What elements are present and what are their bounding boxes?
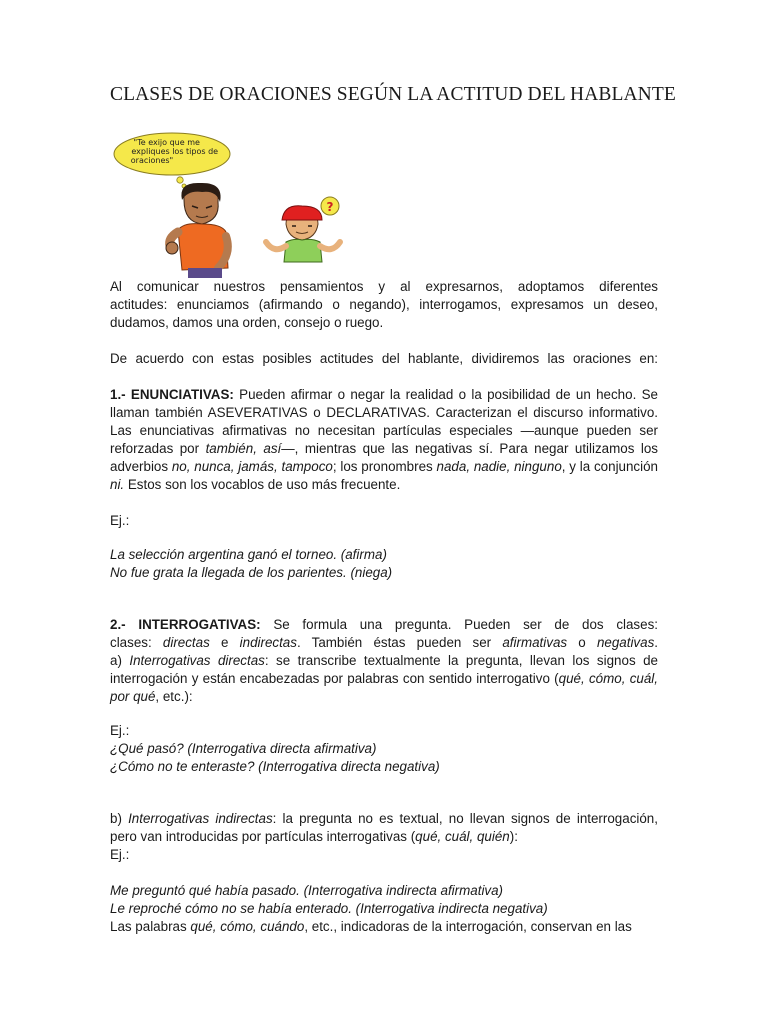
lead-paragraph bbox=[110, 350, 658, 368]
s2-b-italic: Interrogativas indirectas bbox=[128, 811, 273, 826]
s2-italic-negativas: negativas bbox=[596, 635, 655, 650]
s2-a-example-2: ¿Cómo no te enteraste? (Interrogativa directa negativa) bbox=[110, 759, 440, 774]
intro-paragraph: Al comunicar nuestros pensamientos y al expresarnos, adoptamos diferentes actitudes: enunciamos (afirmando o negando), interrogamos, expresamos un deseo, dudamos, damos una orden, consejo o ruego. bbox=[110, 279, 658, 330]
s2-text-4: o bbox=[567, 635, 597, 650]
s2-last-text-1: Las palabras bbox=[110, 919, 191, 934]
s2-italic-indirectas: indirectas bbox=[239, 635, 297, 650]
s2-last-text-2: , etc., indicadoras de la interrogación, conservan en las bbox=[304, 919, 632, 934]
s1-text-1: Pueden afirmar o negar la realidad o la posibilidad de un hecho. Se llaman también ASEVERATIVAS o DECLARATIVAS. Caracterizan el discurso informativo. Las enunciativas afirmativas no necesitan partículas especiales —aunque pueden ser reforzadas por bbox=[110, 387, 658, 456]
section-2-heading: 2.- INTERROGATIVAS: bbox=[110, 617, 261, 632]
s1-italic-4: ni. bbox=[110, 477, 125, 492]
s2-b-text-1: : la pregunta no es textual, no llevan signos de interrogación, pero van introducidas por partículas interrogativas ( bbox=[110, 811, 658, 844]
s2-text-5: . bbox=[654, 635, 659, 650]
s2-a-prefix: a) bbox=[110, 653, 130, 668]
s2-b-prefix: b) bbox=[110, 811, 129, 826]
s2-a-italic: Interrogativas directas bbox=[129, 653, 265, 668]
s2-text-1: Se formula una pregunta. Pueden ser de dos clases: bbox=[260, 617, 658, 632]
question-mark-icon: ? bbox=[326, 200, 334, 214]
s1-text-4: , y la conjunción bbox=[561, 459, 658, 474]
s1-text-5: Estos son los vocablos de uso más frecuente. bbox=[124, 477, 401, 492]
s2-a-text-2: , etc.): bbox=[155, 689, 193, 704]
lead-text: De acuerdo con estas posibles actitudes del hablante, dividiremos las oraciones en: bbox=[110, 351, 658, 366]
section-interrogativas: 2.- INTERROGATIVAS: Se formula una pregunta. Pueden ser de dos clases: clases: directas e indirectas. También éstas pueden ser afirmativas o negativas. bbox=[110, 617, 659, 650]
speech-bubble bbox=[114, 133, 230, 188]
s1-italic-1: también, así bbox=[205, 441, 282, 456]
s2-last-italic: qué, cómo, cuándo bbox=[190, 919, 305, 934]
boy-pointing bbox=[166, 183, 228, 278]
s2-indirect-paragraph bbox=[110, 810, 658, 864]
s2-text-3: . También éstas pueden ser bbox=[296, 635, 503, 650]
section-1-heading: 1.- ENUNCIATIVAS: bbox=[110, 387, 234, 402]
s2-direct-examples bbox=[110, 722, 658, 776]
s1-italic-2: no, nunca, jamás, tampoco bbox=[171, 459, 333, 474]
s2-b-example-2: Le reproché cómo no se había enterado. (Interrogativa indirecta negativa) bbox=[110, 901, 548, 916]
s2-b-text-2: ): bbox=[509, 829, 518, 844]
s1-italic-3: nada, nadie, ninguno bbox=[436, 459, 562, 474]
s2-b-example-1: Me preguntó qué había pasado. (Interrogativa indirecta afirmativa) bbox=[110, 883, 504, 898]
s2-a-example-1: ¿Qué pasó? (Interrogativa directa afirmativa) bbox=[110, 741, 377, 756]
s1-example-1: La selección argentina ganó el torneo. (afirma) bbox=[110, 547, 387, 562]
s1-example-label: Ej.: bbox=[110, 513, 130, 528]
speech-bubble-text: "Te exijo que me expliques los tipos de oraciones" bbox=[130, 138, 219, 165]
s2-direct-paragraph bbox=[110, 652, 658, 706]
s2-b-italic-words: qué, cuál, quién bbox=[415, 829, 510, 844]
cartoon-illustration bbox=[112, 128, 352, 280]
section-enunciativas bbox=[110, 386, 658, 494]
s1-text-3: ; los pronombres bbox=[332, 459, 437, 474]
s2-b-example-label: Ej.: bbox=[110, 847, 130, 862]
s2-a-example-label: Ej.: bbox=[110, 723, 130, 738]
s1-example-2: No fue grata la llegada de los parientes. (niega) bbox=[110, 565, 393, 580]
s2-text-2: e bbox=[209, 635, 240, 650]
s2-a-text-1: : se transcribe textualmente la pregunta, llevan los signos de interrogación y están encabezadas por palabras con sentido interrogativo ( bbox=[110, 653, 658, 686]
s2-italic-directas: directas bbox=[162, 635, 210, 650]
s2-indirect-examples bbox=[110, 882, 658, 936]
s2-last-line bbox=[110, 918, 658, 936]
s1-examples bbox=[110, 546, 658, 582]
boy-shrugging bbox=[266, 197, 340, 262]
s2-a-italic-words: qué, cómo, cuál, por qué bbox=[110, 671, 658, 704]
page-title: CLASES DE ORACIONES SEGÚN LA ACTITUD DEL HABLANTE bbox=[110, 84, 676, 105]
s2-italic-afirmativas: afirmativas bbox=[502, 635, 568, 650]
s1-text-2: —, mientras que las negativas sí. Para negar utilizamos los adverbios bbox=[110, 441, 658, 474]
